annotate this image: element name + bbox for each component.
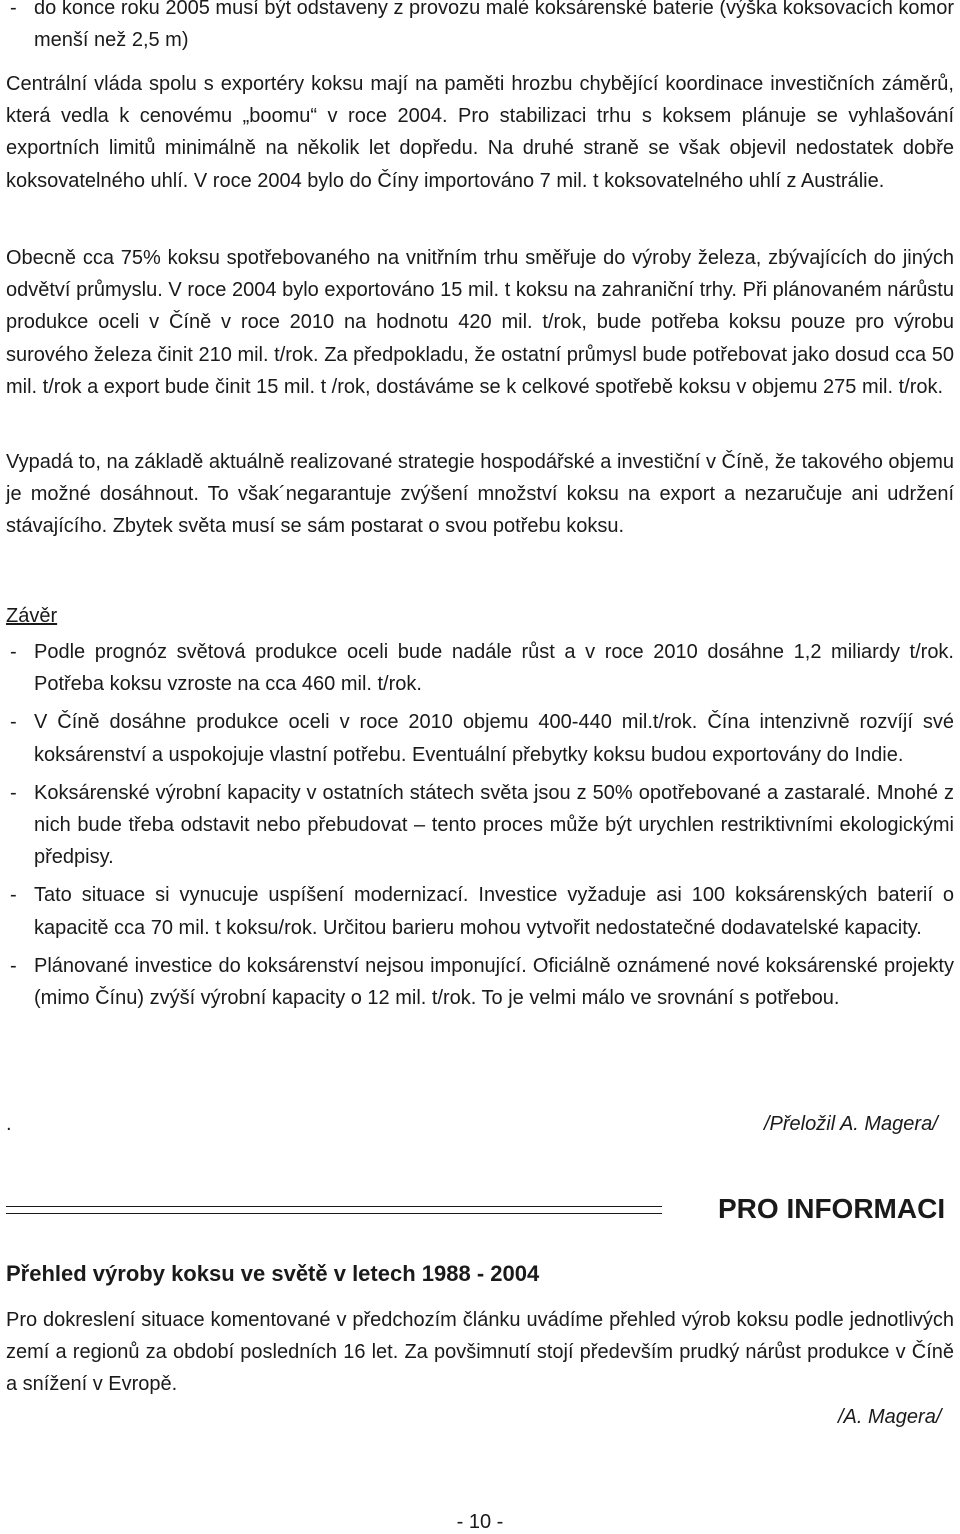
- paragraph-coordination: Centrální vláda spolu s exportéry koksu mají na paměti hrozbu chybějící koordinace investičních záměrů, která vedla k cenovému „boomu“ v roce 2004. Pro stabilizaci trhu s koksem plánuje se vyhlašování exportních limitů minimálně na několik let dopředu. Na druhé straně se však objevil nedostatek dobře koksovatelného uhlí. V roce 2004 bylo do Číny importováno 7 mil. t koksovatelného uhlí z Austrálie.: [6, 73, 954, 192]
- conclusion-item: [6, 879, 954, 943]
- section-label: PRO INFORMACI: [718, 1193, 946, 1224]
- article-title: Přehled výroby koksu ve světě v letech 1988 - 2004: [6, 1261, 540, 1286]
- section-rule-top: [6, 1206, 662, 1207]
- paragraph-strategy: Vypadá to, na základě aktuálně realizované strategie hospodářské a investiční v Číně, že takového objemu je možné dosáhnout. To však´negarantuje zvýšení množství koksu na export a nezaručuje ani udržení stávajícího. Zbytek světa musí se sám postarat o svou potřebu koksu.: [6, 451, 954, 538]
- article-body: Pro dokreslení situace komentované v předchozím článku uvádíme přehled výrob koksu podle jednotlivých zemí a regionů za období posledních 16 let. Za povšimnutí stojí především prudký nárůst produkce v Číně a snížení v Evropě.: [6, 1309, 954, 1396]
- translator-credit: /Přeložil A. Magera/: [764, 1113, 938, 1135]
- paragraph-consumption: Obecně cca 75% koksu spotřebovaného na vnitřním trhu směřuje do výroby železa, zbývajících do jiných odvětví průmyslu. V roce 2004 bylo exportováno 15 mil. t koksu na zahraniční trhy. Při plánovaném nárůstu produkce oceli v Číně v roce 2010 na hodnotu 420 mil. t/rok, bude potřeba koksu pouze pro výrobu surového železa činit 210 mil. t/rok. Za předpokladu, že ostatní průmysl bude potřebovat jako dosud cca 50 mil. t/rok a export bude činit 15 mil. t /rok, dostáváme se k celkové spotřebě koksu v objemu 275 mil. t/rok.: [6, 247, 954, 398]
- conclusion-item-text: Podle prognóz světová produkce oceli bude nadále růst a v roce 2010 dosáhne 1,2 miliardy t/rok. Potřeba koksu vzroste na cca 460 mil. t/rok.: [34, 641, 954, 696]
- conclusion-item-text: Tato situace si vynucuje uspíšení modernizací. Investice vyžaduje asi 100 koksárenských baterií o kapacitě cca 70 mil. t koksu/rok. Určitou barieru mohou vytvořit nedostatečné dodavatelské kapacity.: [34, 884, 954, 939]
- conclusion-item-text: V Číně dosáhne produkce oceli v roce 2010 objemu 400-440 mil.t/rok. Čína intenzivně rozvíjí své koksárenství a uspokojuje vlastní potřebu. Eventuální přebytky koksu budou exportovány do Indie.: [34, 711, 954, 766]
- article-author: /A. Magera/: [838, 1406, 942, 1428]
- bullet-dash: -: [10, 641, 17, 663]
- conclusion-item-text: Plánované investice do koksárenství nejsou imponující. Oficiálně oznámené nové koksárenské projekty (mimo Čínu) zvýší výrobní kapacity o 12 mil. t/rok. To je velmi málo ve srovnání s potřebou.: [34, 954, 954, 1010]
- bullet-dash: -: [10, 781, 17, 804]
- bullet-dash: -: [10, 711, 17, 734]
- bullet-dash: -: [10, 0, 17, 19]
- conclusion-item: [6, 636, 954, 700]
- stray-dot: .: [6, 1113, 12, 1135]
- bullet-dash: -: [10, 884, 17, 907]
- top-bullet-list: [6, 0, 954, 56]
- page-number: - 10 -: [456, 1511, 504, 1533]
- bullet-item: [6, 0, 954, 56]
- conclusion-item: [6, 950, 954, 1014]
- conclusion-item-text: Koksárenské výrobní kapacity v ostatních státech světa jsou z 50% opotřebované a zastaralé. Mnohé z nich bude třeba odstavit nebo přebudovat – tento proces může být urychlen restriktivními ekologickými předpisy.: [34, 781, 954, 869]
- conclusion-item: [6, 706, 954, 770]
- bullet-dash: -: [10, 954, 17, 977]
- conclusion-list: [6, 636, 954, 1014]
- conclusion-item: [6, 777, 954, 874]
- section-rule-bottom: [6, 1213, 662, 1214]
- bullet-text: do konce roku 2005 musí být odstaveny z provozu malé koksárenské baterie (výška koksovacích komor menší než 2,5 m): [34, 0, 954, 52]
- conclusion-heading: Závěr: [6, 605, 58, 627]
